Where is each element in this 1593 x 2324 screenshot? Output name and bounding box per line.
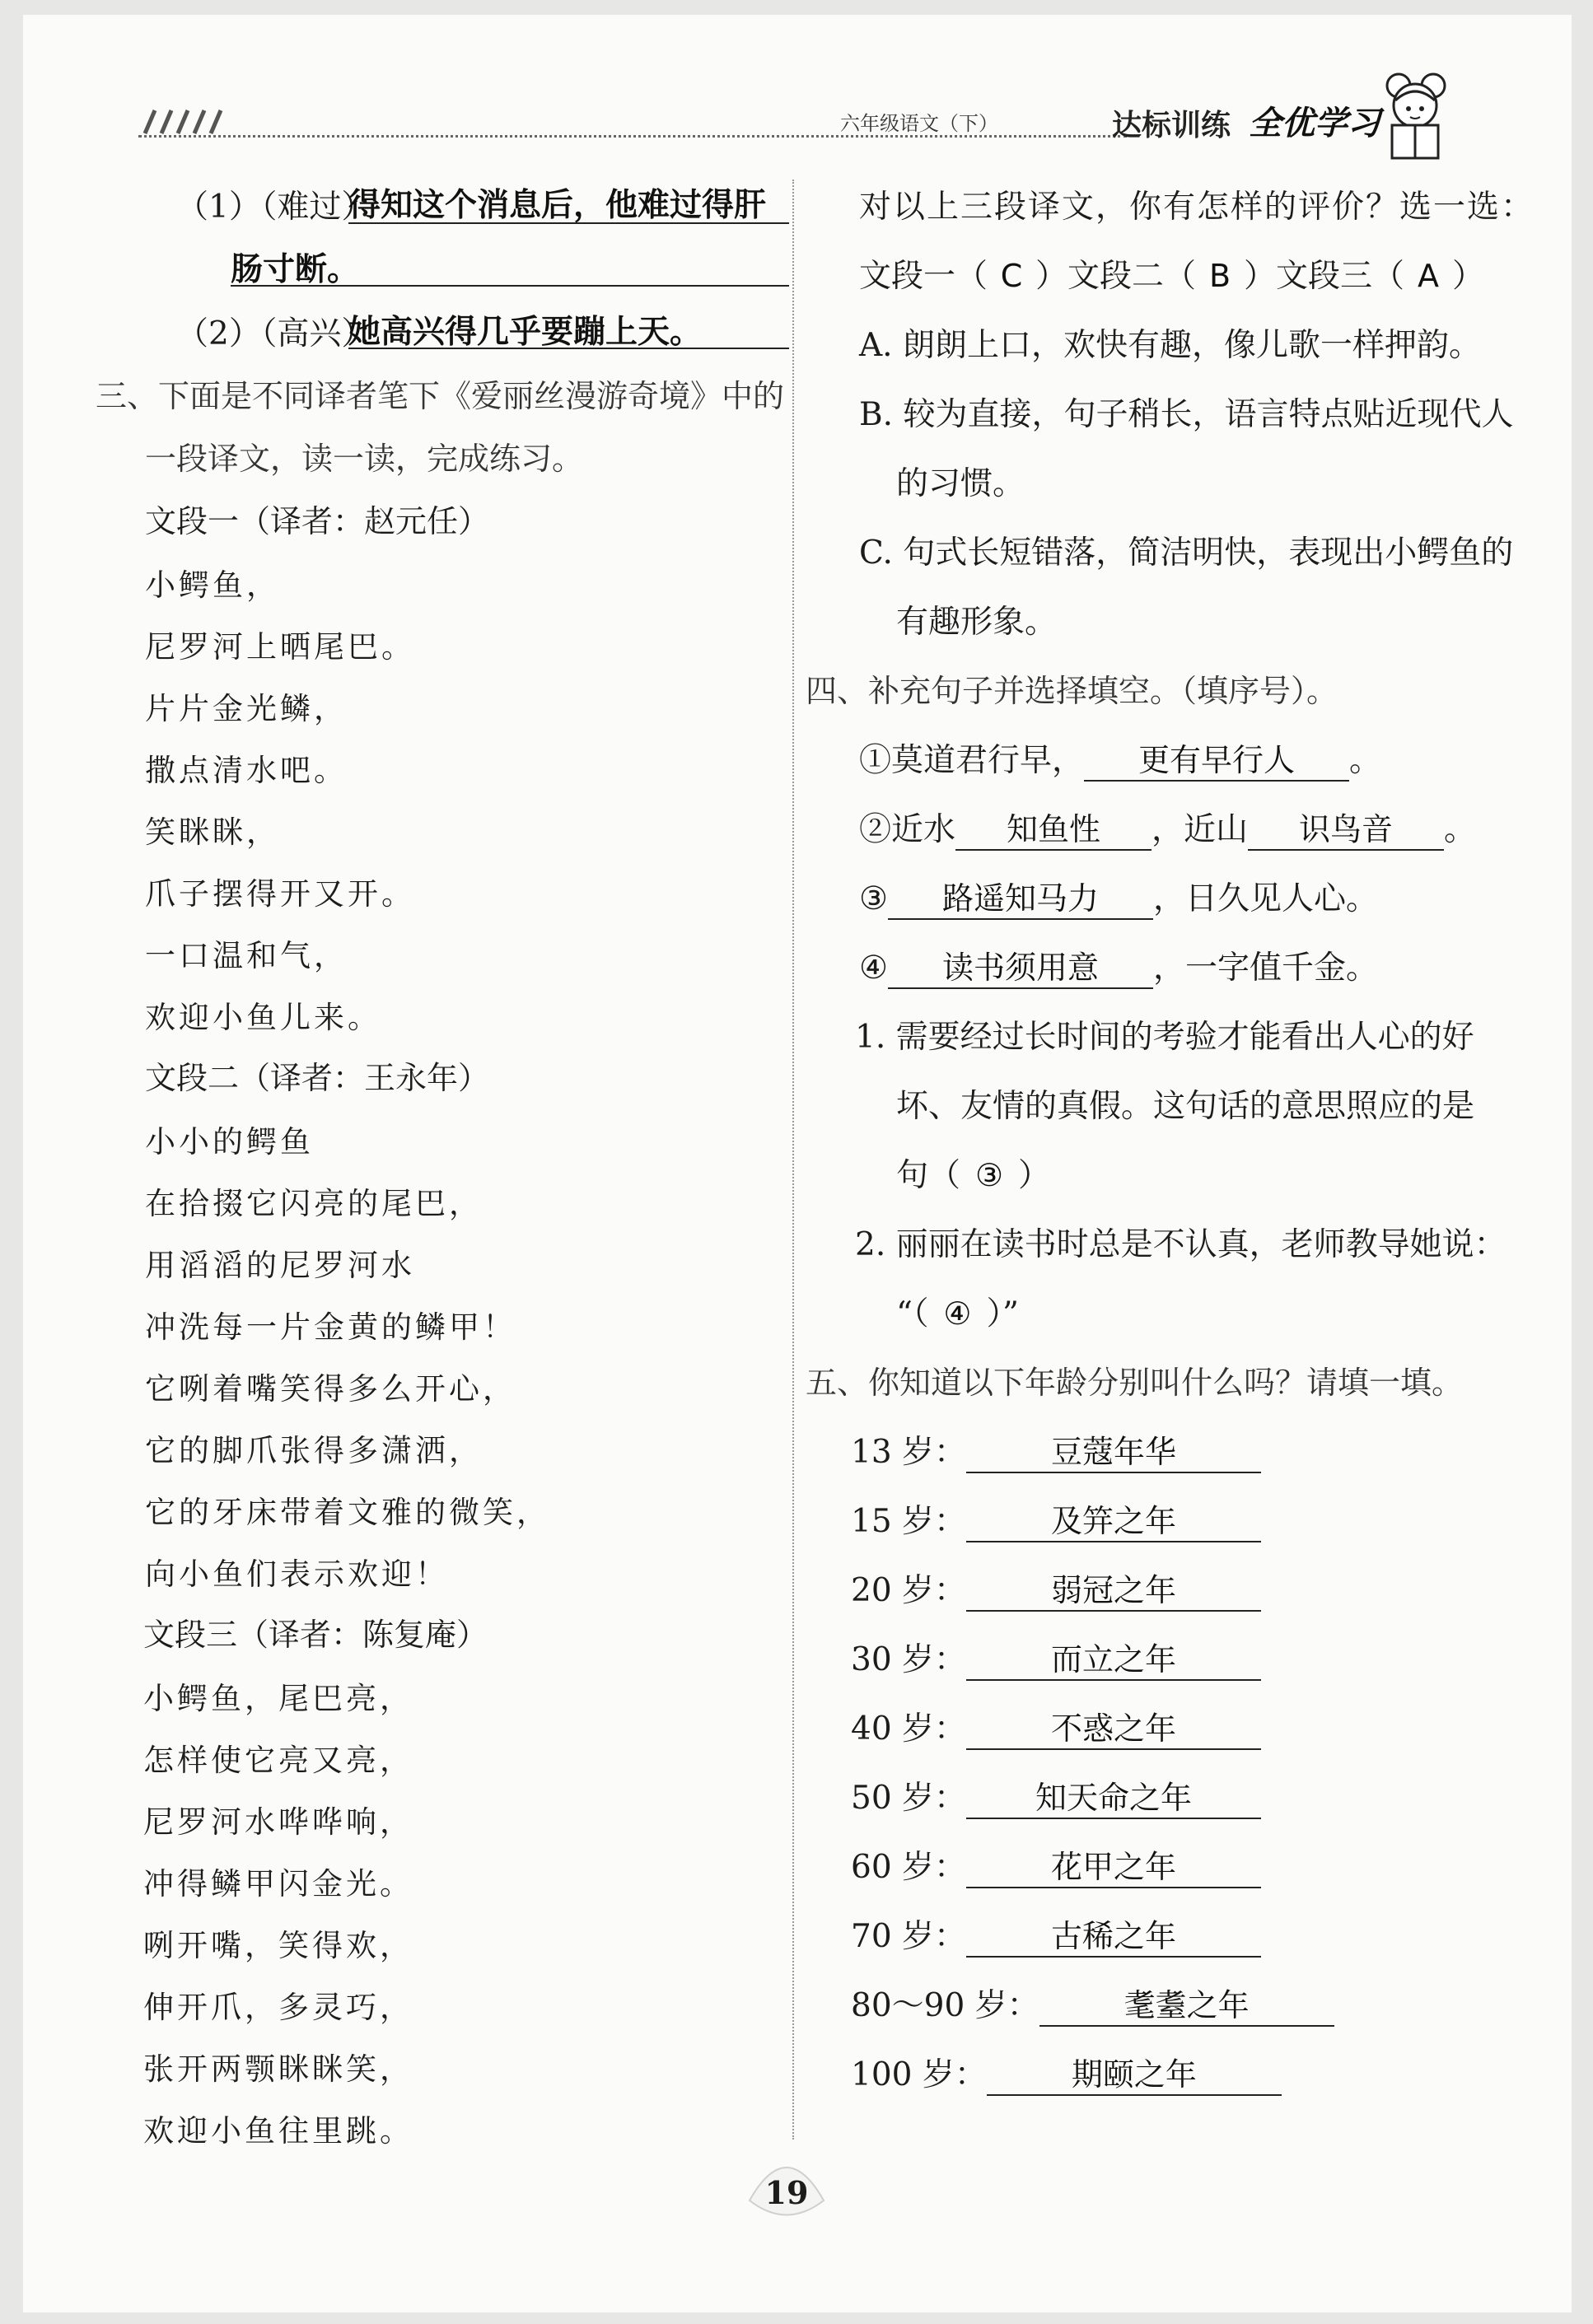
column-divider — [792, 180, 794, 2140]
option-a: A. 朗朗上口，欢快有趣，像儿歌一样押韵。 — [859, 327, 1481, 364]
passage3-line: 伸开爪，多灵巧， — [143, 1990, 413, 2025]
q2-item1-underline2 — [231, 285, 789, 287]
passage1-title: 文段一（译者：赵元任） — [145, 503, 490, 539]
q4-sentence1: ①莫道君行早， 更有早行人 。 — [859, 735, 1381, 782]
select-answer3: A — [1418, 258, 1440, 294]
age-row: 50 岁： 知天命之年 — [851, 1772, 1261, 1819]
q4-question2-line2: “（ ④ ）” — [896, 1295, 1019, 1332]
select-close: ） — [1452, 258, 1485, 295]
age-answer: 知天命之年 — [966, 1772, 1261, 1819]
q3-title-line2: 一段译文，读一读，完成练习。 — [145, 441, 584, 477]
age-answer: 期颐之年 — [987, 2049, 1282, 2096]
passage3-line: 欢迎小鱼往里跳。 — [143, 2113, 413, 2149]
q4-sentence4: ④ 读书须用意 ，一字值千金。 — [859, 942, 1378, 989]
age-answer: 豆蔻年华 — [966, 1426, 1261, 1473]
passage2-line: 在拾掇它闪亮的尾巴， — [145, 1186, 483, 1221]
q3-eval-selection — [859, 250, 1484, 296]
age-answer: 耄耋之年 — [1039, 1980, 1334, 2027]
select-answer1: C — [1000, 258, 1023, 294]
q4-question1-line1: 1. 需要经过长时间的考验才能看出人心的好 — [855, 1019, 1474, 1056]
q5-title: 五、你知道以下年龄分别叫什么吗？请填一填。 — [806, 1365, 1464, 1401]
mascot-reading-girl-icon — [1374, 68, 1456, 166]
q4-blank3: 识鸟音 — [1248, 804, 1444, 851]
q2-item2-label: （2）（高兴）： — [176, 315, 390, 352]
header-subject: 六年级语文（下） — [840, 112, 998, 135]
passage1-line: 小鳄鱼， — [145, 567, 280, 603]
passage1-line: 片片金光鳞， — [145, 691, 348, 726]
q2-item1-underline1 — [348, 222, 789, 224]
age-answer: 而立之年 — [966, 1634, 1261, 1681]
age-row: 40 岁： 不惑之年 — [851, 1703, 1261, 1750]
q4-blank5: 读书须用意 — [888, 942, 1153, 989]
q4-answer1: ③ — [974, 1157, 1004, 1193]
passage1-line: 爪子摆得开又开。 — [145, 876, 415, 912]
select-answer2: B — [1208, 258, 1231, 294]
q4-question2-line1: 2. 丽丽在读书时总是不认真，老师教导她说： — [855, 1226, 1507, 1263]
q4-sentence2: ②近水 知鱼性 ，近山 识鸟音 。 — [859, 804, 1476, 851]
age-answer: 古稀之年 — [966, 1911, 1261, 1958]
select-label1: 文段一（ — [859, 258, 988, 295]
passage1-line: 欢迎小鱼儿来。 — [145, 1000, 381, 1035]
age-row: 20 岁： 弱冠之年 — [851, 1565, 1261, 1612]
passage3-line: 冲得鳞甲闪金光。 — [143, 1866, 413, 1902]
passage2-line: 它的脚爪张得多潇洒， — [145, 1433, 483, 1468]
q2-item1-label: （1）（难过）： — [176, 189, 390, 226]
age-row: 30 岁： 而立之年 — [851, 1634, 1261, 1681]
age-answer: 花甲之年 — [966, 1841, 1261, 1888]
q4-question1-line2: 坏、友情的真假。这句话的意思照应的是 — [896, 1088, 1475, 1125]
passage3-title: 文段三（译者：陈复庵） — [143, 1617, 488, 1653]
q4-title: 四、补充句子并选择填空。（填序号）。 — [806, 673, 1338, 709]
passage2-line: 它的牙床带着文雅的微笑， — [145, 1495, 550, 1530]
select-label2: ）文段二（ — [1035, 258, 1197, 295]
header-brand-logo: 全优学习 — [1249, 104, 1380, 142]
passage3-line: 小鳄鱼，尾巴亮， — [143, 1681, 413, 1716]
passage2-line: 冲洗每一片金黄的鳞甲！ — [145, 1309, 516, 1345]
age-row: 13 岁： 豆蔻年华 — [851, 1426, 1261, 1473]
age-row: 70 岁： 古稀之年 — [851, 1911, 1261, 1958]
header-stripes-icon — [137, 104, 236, 137]
q3-eval-prompt: 对以上三段译文，你有怎样的评价？选一选： — [859, 189, 1535, 226]
passage2-title: 文段二（译者：王永年） — [145, 1060, 490, 1096]
passage3-line: 张开两颚眯眯笑， — [143, 2051, 413, 2087]
passage2-line: 小小的鳄鱼 — [145, 1124, 314, 1160]
q4-question1-line3: 句（ ③ ） — [896, 1157, 1051, 1194]
option-b-line1: B. 较为直接，句子稍长，语言特点贴近现代人 — [859, 396, 1514, 433]
q4-answer2: ④ — [943, 1295, 972, 1332]
age-answer: 弱冠之年 — [966, 1565, 1261, 1612]
q2-item2-underline — [348, 348, 789, 349]
age-row: 100 岁： 期颐之年 — [851, 2049, 1282, 2096]
q2-item1-answer-line2: 肠寸断。 — [231, 251, 360, 288]
page-number: 19 — [764, 2174, 809, 2211]
option-c-line1: C. 句式长短错落，简洁明快，表现出小鳄鱼的 — [859, 534, 1514, 572]
age-row: 60 岁： 花甲之年 — [851, 1841, 1261, 1888]
q4-sentence3: ③ 路遥知马力 ，日久见人心。 — [859, 873, 1378, 920]
passage3-line: 尼罗河水哗哗响， — [143, 1804, 413, 1840]
passage1-line: 撒点清水吧。 — [145, 753, 348, 788]
passage2-line: 用滔滔的尼罗河水 — [145, 1248, 415, 1283]
workbook-page — [23, 15, 1572, 2312]
age-answer: 不惑之年 — [966, 1703, 1261, 1750]
passage1-line: 尼罗河上晒尾巴。 — [145, 629, 415, 665]
age-answer: 及笄之年 — [966, 1496, 1261, 1542]
age-row: 80～90 岁： 耄耋之年 — [851, 1980, 1334, 2027]
q4-blank4: 路遥知马力 — [888, 873, 1153, 920]
header-series: 达标训练 — [1112, 108, 1231, 142]
passage1-line: 一口温和气， — [145, 938, 348, 973]
passage3-line: 咧开嘴，笑得欢， — [143, 1928, 413, 1963]
q2-item1-answer-line1: 得知这个消息后，他难过得肝 — [348, 187, 767, 224]
select-label3: ）文段三（ — [1244, 258, 1405, 295]
option-b-line2: 的习惯。 — [896, 465, 1025, 502]
option-c-line2: 有趣形象。 — [896, 604, 1058, 641]
passage3-line: 怎样使它亮又亮， — [143, 1743, 413, 1778]
q4-blank2: 知鱼性 — [955, 804, 1152, 851]
passage2-line: 向小鱼们表示欢迎！ — [145, 1556, 449, 1592]
age-row: 15 岁： 及笄之年 — [851, 1496, 1261, 1542]
q2-item2-answer: 她高兴得几乎要蹦上天。 — [348, 314, 703, 351]
passage2-line: 它咧着嘴笑得多么开心， — [145, 1371, 516, 1407]
q4-blank1: 更有早行人 — [1084, 735, 1349, 782]
q3-title-line1: 三、下面是不同译者笔下《爱丽丝漫游奇境》中的 — [96, 378, 785, 414]
passage1-line: 笑眯眯， — [145, 814, 280, 850]
